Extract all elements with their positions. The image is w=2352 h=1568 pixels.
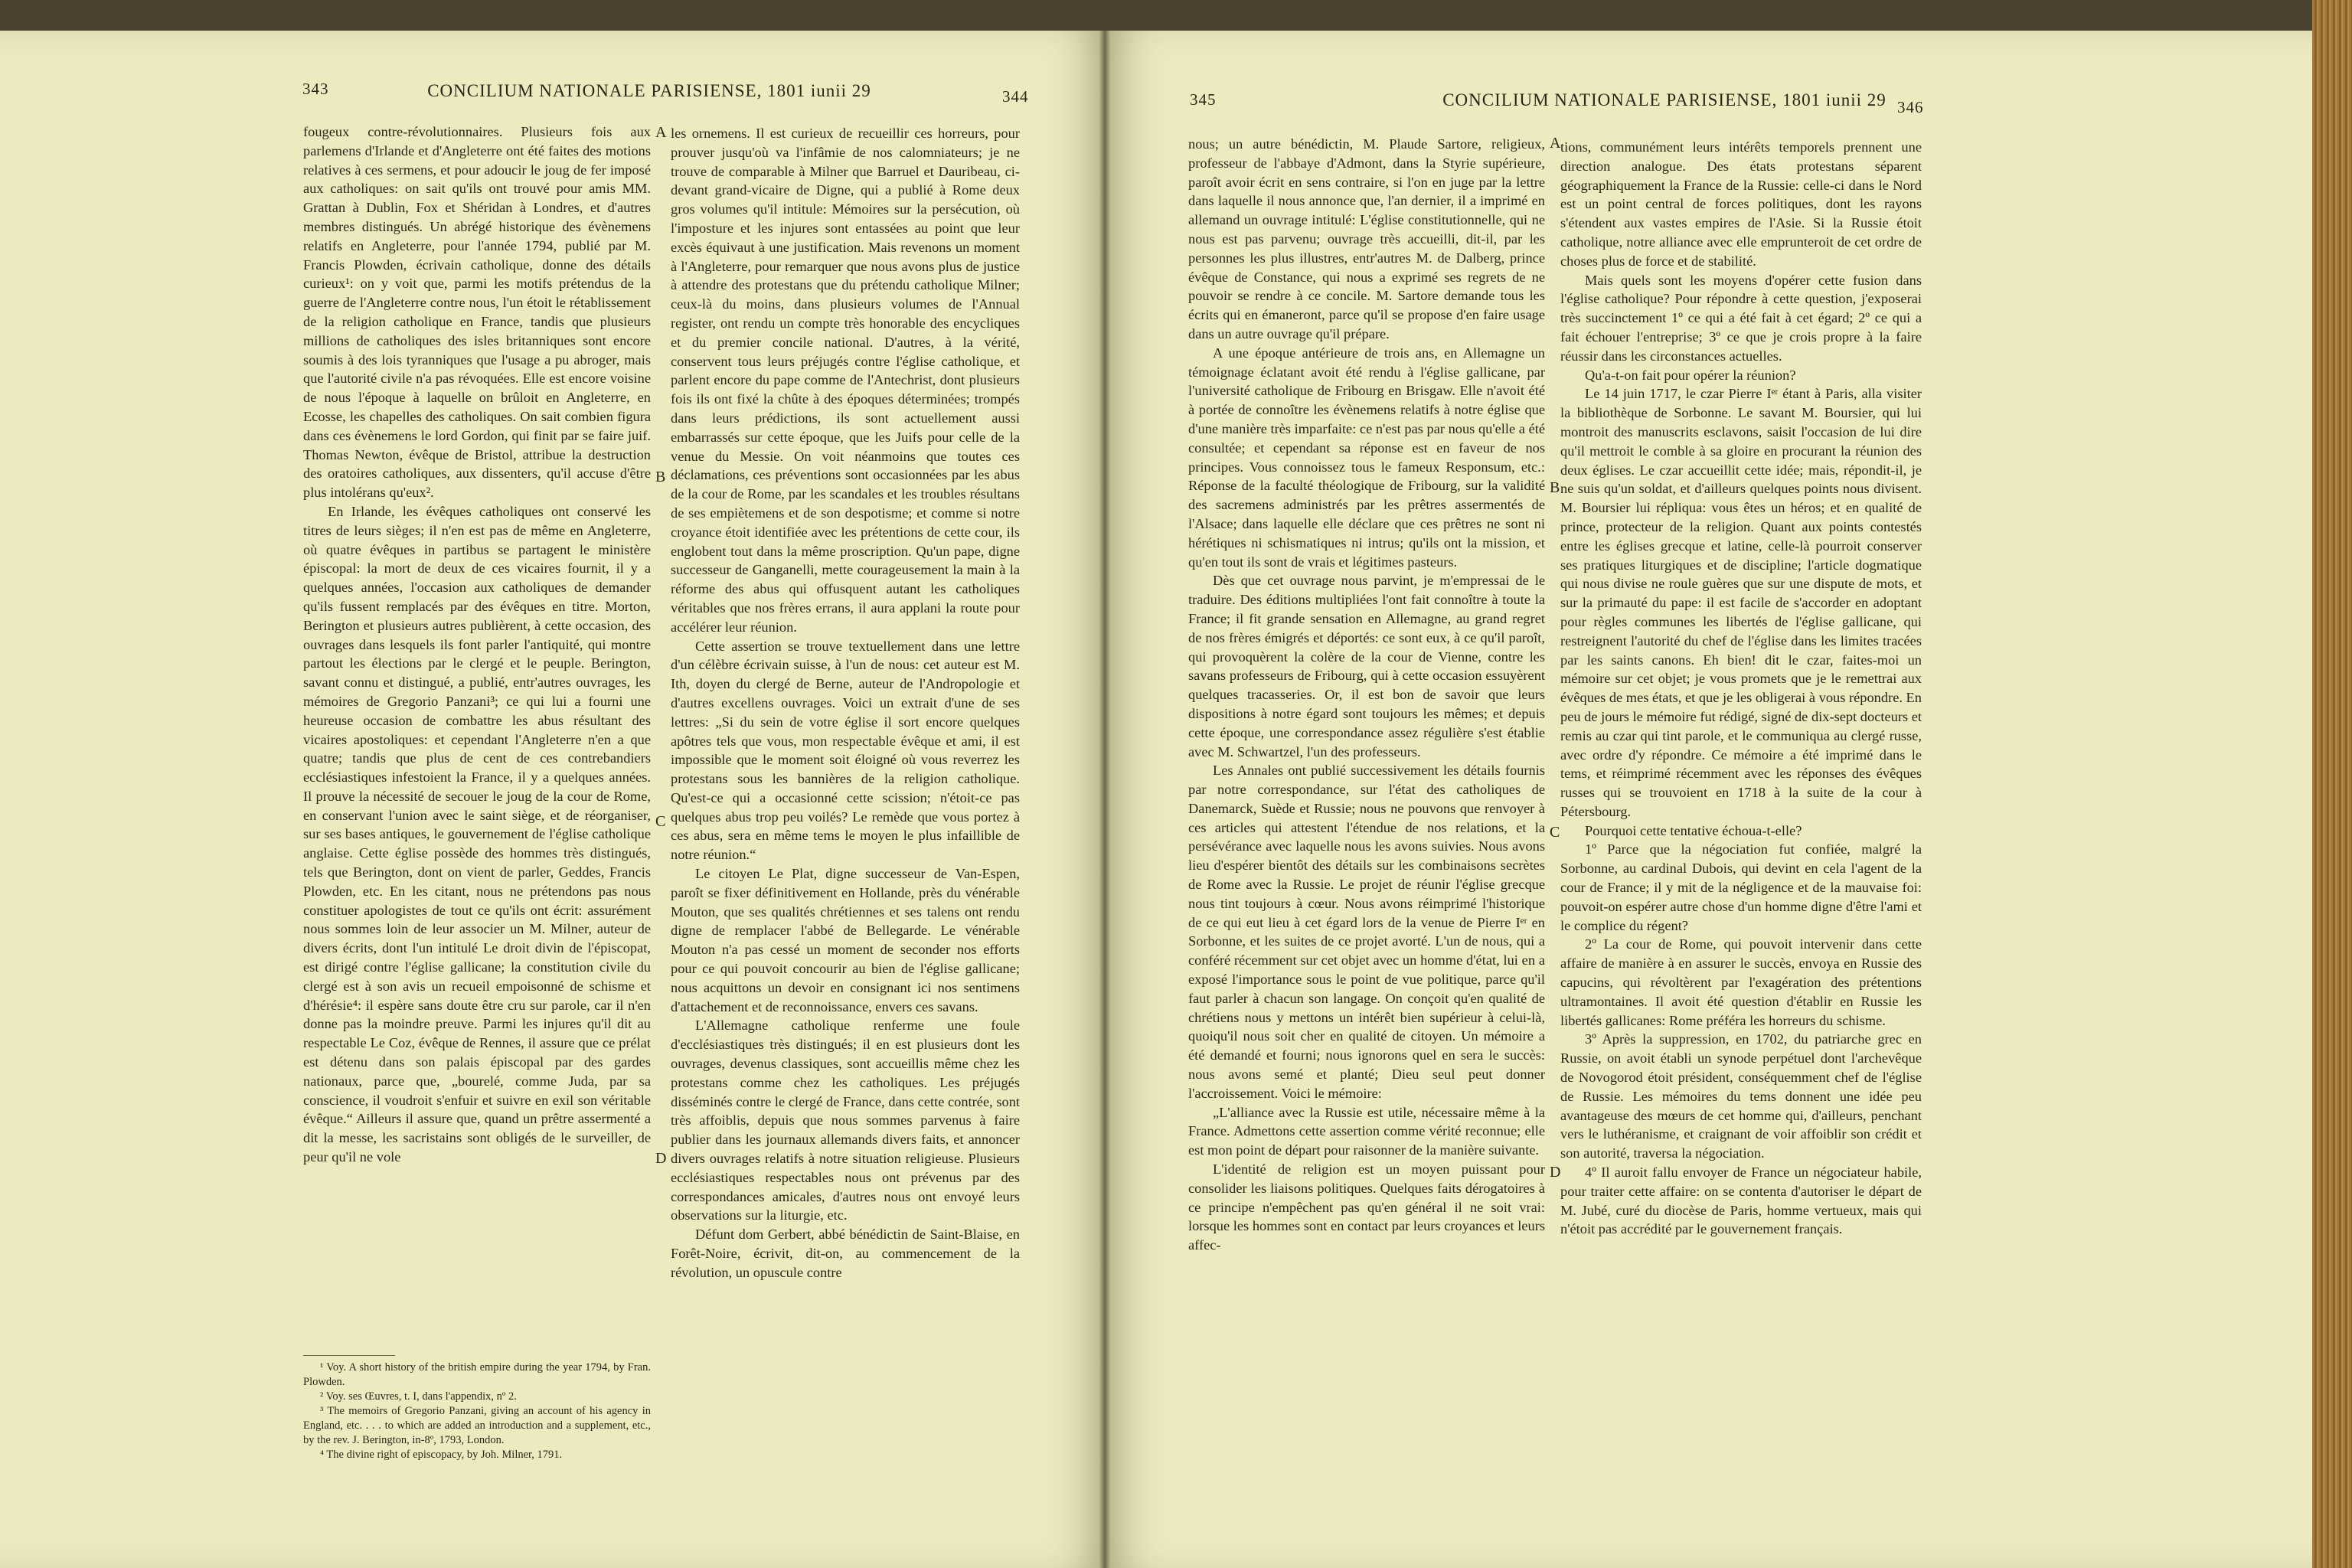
margin-letter-d-right: D: [1550, 1164, 1561, 1181]
footnotes-343: [303, 1355, 651, 1493]
book-gutter: [1099, 31, 1110, 1568]
paragraph: Le citoyen Le Plat, digne successeur de Van-Espen, paroît se fixer définitivement en Hollande, près du vénérable Mouton, que ses qualités chrétiennes et ses talens ont rendu digne de remplacer l'abbé de Bellegarde. Le vénérable Mouton n'a pas cessé un moment de seconder nos efforts pour ce qui pouvoit concourir au bien de l'église gallicane; nous acquittons un devoir en consignant ici nos sentimens d'attachement et de reconnoissance, envers ces savans.: [671, 866, 1020, 1014]
paragraph: Qu'a-t-on fait pour opérer la réunion?: [1585, 367, 1796, 383]
margin-letter-c-right: C: [1550, 824, 1560, 841]
paragraph: fougeux contre-révolutionnaires. Plusieurs fois aux parlemens d'Irlande et d'Angleterre ont été faites des motions relatives à ces sermens, et pour adoucir le joug de fer imposé aux catholiques: on sait qu'ils ont trouvé pour amis MM. Grattan à Dublin, Fox et Shéridan à Londres, et d'autres membres distingués. Un abrégé historique des évènemens relatifs en Angleterre, pour l'année 1794, publié par M. Francis Plowden, écrivain catholique, donne des détails curieux¹: on y voit que, parmi les motifs prétendus de la guerre de l'Angleterre contre nous, l'un étoit le rétablissement de la religion catholique en France, tandis que plusieurs millions de catholiques des isles britanniques sont encore soumis à des lois tyranniques que l'usage a pu abroger, mais que l'autorité civile n'a pas révoquées. Elle est encore voisine de nous l'époque à laquelle on brûloit en Angleterre, en Ecosse, les chapelles des catholiques. On sait combien figura dans ces évènemens le lord Gordon, qui finit par se faire juif. Thomas Newton, évêque de Bristol, attribue la destruction des oratoires catholiques, aux dissenters, qu'il accuse d'être plus intolérans qu'eux².: [303, 124, 651, 501]
margin-letter-b: B: [655, 469, 666, 485]
paragraph: A une époque antérieure de trois ans, en Allemagne un témoignage éclatant avoit été rendu à l'église gallicane, par l'université catholique de Fribourg en Brisgaw. Elle n'avoit été à portée de connoître les évènemens relatifs à notre église que d'une manière très imparfaite: ce n'est pas par nous qu'elle a été consultée; et cependant sa réponse est en faveur de nos principes. Vous connoissez tous le fameux Responsum, etc.: Réponse de la faculté théologique de Fribourg, sur la validité des sacremens administrés par les prêtres assermentés de l'Alsace; dans laquelle elle déclare que ces prêtres ne sont ni hérétiques ni schismatiques ni intrus; qu'ils ont la mission, et qu'en tout ils sont de vrais et légitimes pasteurs.: [1188, 345, 1545, 570]
margin-letter-c: C: [655, 813, 666, 830]
paragraph: les ornemens. Il est curieux de recueillir ces horreurs, pour prouver jusqu'où va l'infâmie de nos calomniateurs; je ne trouve de comparable à Milner que Barruel et Dauribeau, ci-devant grand-vicaire de Digne, qui a publié à Rome deux gros volumes qu'il intitule: Mémoires sur la persécution, où l'imposture et les injures sont entassées au point que leur excès équivaut à une justification. Mais revenons un moment à l'Angleterre, pour remarquer que nous avons plus de justice à attendre des protestans que du prétendu catholique Milner; ceux-là du moins, dans plusieurs volumes de l'Annual register, ont rendu un compte très honorable des encycliques et du premier concile national. D'autres, à la vérité, conservent tous leurs préjugés contre l'église catholique, et parlent encore du pape comme de l'Antechrist, dont plusieurs fois ils ont fixé la chûte à des époques déterminées; trompés dans leurs prédictions, ils sont actuellement aussi embarrassés sur cette époque, que les Juifs pour celle de la venue du Messie. On voit néanmoins que toutes ces déclamations, ces préventions sont occasionnées par les abus de la cour de Rome, par les scandales et les troubles résultans de ses empiètemens et de son despotisme; et comme si notre croyance étoit identifiée avec les prétentions de cette cour, ils englobent tout dans la même proscription. Qu'un pape, digne successeur de Ganganelli, mette courageusement la main à la réforme des abus qui offusquent autant les catholiques véritables que nos frères errans, il aura applani la route pour accélérer leur réunion.: [671, 126, 1020, 635]
footnote: ¹ Voy. A short history of the british empire during the year 1794, by Fran. Plowden.: [303, 1361, 651, 1388]
paragraph: Le 14 juin 1717, le czar Pierre Iᵉʳ étant à Paris, alla visiter la bibliothèque de Sorbonne. Le savant M. Boursier, qui lui montroit des manuscrits esclavons, saisit l'occasion de lui dire qu'il mettroit le comble à sa gloire en procurant la réunion des deux églises. Le czar accueillit cette idée; mais, répondit-il, je ne suis qu'un soldat, et d'ailleurs quelques points nous divisent. M. Boursier lui répliqua: vous êtes un héros; et en qualité de prince, protecteur de la religion. Quant aux points contestés entre les églises grecque et latine, celle-là pourroit conserver ses pratiques liturgiques et de discipline; l'article dogmatique qui nous divise ne roule guères que sur une dispute de mots, et sur la primauté du pape: il est facile de s'accorder en adoptant pour règles communes les libertés de l'église gallicane, qui restreignent l'autorité du chef de l'église dans les limites tracées par les saints canons. Eh bien! dit le czar, faites-moi un mémoire sur cet objet; je vous promets que je le remettrai aux évêques de mes états, et que je les obligerai à vous répondre. En peu de jours le mémoire fut rédigé, signé de dix-sept docteurs et remis au czar qui tint parole, et le communiqua au clergé russe, avec ordre d'y répondre. Ce mémoire a été imprimé dans le tems, et réimprimé récemment avec les réponses des évêques russes qui se trouvoient en 1718 à la suite de la cour à Pétersbourg.: [1560, 386, 1922, 819]
paragraph: nous; un autre bénédictin, M. Plaude Sartore, religieux, professeur de l'abbaye d'Admont, dans la Styrie supérieure, paroît avoir écrit en sens contraire, si l'on en juge par la lettre dans laquelle il nous annonce que, l'an dernier, il a imprimé en allemand un ouvrage intitulé: L'église constitutionnelle, qui ne nous est pas parvenu; ouvrage très accueilli, dit-il, par les personnes les plus illustres, entr'autres M. de Dalberg, prince évêque de Constance, qui nous a exprimé ses regrets de ne pouvoir se rendre à ce concile. M. Sartore demande tous les écrits qui en émaneront, parce qu'il se propose d'en faire usage dans un autre ouvrage qu'il prépare.: [1188, 136, 1545, 341]
paragraph: L'identité de religion est un moyen puissant pour consolider les liaisons politiques. Quelques faits dérogatoires à ce principe n'empêchent pas qu'en général il ne soit vrai: lorsque les hommes sont en contact par leurs croyances et leurs affec-: [1188, 1161, 1545, 1253]
margin-letter-a: A: [655, 124, 667, 141]
margin-letter-a-right: A: [1550, 135, 1561, 152]
footnote: ³ The memoirs of Gregorio Panzani, giving an account of his agency in England, etc. . . . to which are added an introduction and a supplement, etc., by the rev. J. Berington, in-8º, 1793, London.: [303, 1405, 651, 1446]
column-346: [1560, 138, 1922, 1513]
paragraph: Pourquoi cette tentative échoua-t-elle?: [1585, 822, 1802, 838]
paragraph: tions, communément leurs intérêts temporels prennent une direction analogue. Des états protestans séparent géographiquement la France de la Russie: celle-ci dans le Nord est un point central de forces politiques, dont les rayons s'étendent aux vastes empires de l'Asie. Si la Russie étoit catholique, notre alliance avec elle emprunteroit de cet ordre de choses plus de force et de stabilité.: [1560, 139, 1922, 269]
paragraph: 1º Parce que la négociation fut confiée, malgré la Sorbonne, au cardinal Dubois, qui devint en cela l'agent de la cour de France; il y mit de la négligence et de la mauvaise foi: pouvoit-on espérer autre chose d'un homme digne d'être l'ami et le complice du régent?: [1560, 841, 1922, 933]
paragraph: Cette assertion se trouve textuellement dans une lettre d'un célèbre écrivain suisse, à l'un de nous: cet auteur est M. Ith, doyen du clergé de Berne, auteur de l'Andropologie et d'autres excellens ouvrages. Voici un extrait d'une de ses lettres: „Si du sein de votre église il sort encore quelques apôtres tels que vous, mon respectable évêque et ami, il est impossible que le moment soit éloigné où vous reverrez les protestans sous les bannières de la religion catholique. Qu'est-ce qui a occasionné cette scission; n'étoit-ce pas quelques abus trop peu voilés? Le remède que vous portez à ces abus, sera en même tems le moyen le plus infaillible de notre réunion.“: [671, 638, 1020, 863]
paragraph: En Irlande, les évêques catholiques ont conservé les titres de leurs sièges; il n'en est pas de même en Angleterre, où quatre évêques in partibus se partagent le ministère épiscopal: la mort de deux de ces vicaires fournit, il y a quelques années, l'occasion aux catholiques de demander qu'ils fussent remplacés par des évêques en titre. Morton, Berington et plusieurs autres publièrent, à cette occasion, des ouvrages dans lesquels ils font parler l'antiquité, qui montre partout les élections par le clergé et le peuple. Berington, savant connu et distingué, a publié, entr'autres ouvrages, les mémoires de Gregorio Panzani³; ce qui lui a fourni une heureuse occasion de combattre les abus résultant des vicaires apostoliques: et cependant l'Angleterre n'en a que quatre; tandis que plus de cent de ces contrebandiers ecclésiastiques infestoient la France, il y a quelques années. Il prouve la nécessité de secouer le joug de la cour de Rome, en conservant l'union avec le saint siège, et de réorganiser, sur ses bases antiques, le gouvernement de l'église catholique anglaise. Cette église possède des hommes très distingués, tels que Berington, dont on vient de parler, Geddes, Francis Plowden, etc. En les citant, nous ne prétendons pas nous constituer apologistes de tout ce qu'ils ont écrit: assurément nous sommes loin de leur associer un M. Milner, auteur de divers écrits, dont l'un intitulé Le droit divin de l'épiscopat, est dirigé contre l'église gallicane; la constitution civile du clergé est à son avis un recueil empoisonné de schisme et d'hérésie⁴: il espère sans doute être cru sur parole, car il n'en donne pas la moindre preuve. Parmi les injures qu'il dit au respectable Le Coz, évêque de Rennes, il assure que ce prélat est détenu dans son palais épiscopal par des gardes nationaux, parce que, „bourelé, comme Juda, par sa conscience, il voudroit s'enfuir et suivre en exil son véritable évêque.“ Ailleurs il assure que, quand un prêtre assermenté a dit la messe, les sacristains sont obligés de le surveiller, de peur qu'il ne vole: [303, 503, 651, 1165]
column-343: [303, 122, 651, 1340]
footnote: ⁴ The divine right of episcopacy, by Joh. Milner, 1791.: [320, 1449, 563, 1461]
paragraph: Les Annales ont publié successivement les détails fournis par notre correspondance, sur l'état des catholiques de Danemarck, Suède et Russie; nous ne pouvons que renvoyer à ces articles qui attestent l'étendue de nos relations, et la persévérance avec laquelle nous les avons suivies. Nous avons lieu d'espérer bientôt des détails sur les combinaisons secrètes de Rome avec la Russie. Le projet de réunir l'église grecque nous tint toujours à cœur. Nous avons réimprimé l'historique de ce qui eut lieu à cet égard lors de la venue de Pierre Iᵉʳ en Sorbonne, et les suites de ce projet avorté. L'un de nous, qui a conféré récemment sur cet objet avec un homme d'état, lui en a exposé l'importance sous le point de vue politique, parce qu'il faut parler à chacun son langage. On conçoit qu'en qualité de chrétiens nous y mettons un intérêt bien supérieur à celui-là, quoiqu'il nous soit cher en qualité de citoyen. Un mémoire a été demandé et fourni; nous ignorons quel en sera le succès: nous avons semé et planté; Dieu seul peut donner l'accroissement. Voici le mémoire:: [1188, 763, 1545, 1101]
paragraph: 4º Il auroit fallu envoyer de France un négociateur habile, pour traiter cette affaire: on se contenta d'autoriser le départ de M. Jubé, curé du diocèse de Paris, homme vertueux, mais qui n'étoit pas accrédité par le gouvernement français.: [1560, 1165, 1922, 1237]
paragraph: Dès que cet ouvrage nous parvint, je m'empressai de le traduire. Des éditions multipliées l'ont fait connoître à toute la France; il fit grande sensation en Allemagne, au grand regret de nos frères émigrés et déportés: ce sont eux, à ce qu'il paroît, qui provoquèrent la colère de la cour de Vienne, contre les savans professeurs de Fribourg, qui à cette occasion essuyèrent quelques tracasseries. Or, il est bon de savoir que leurs dispositions à notre égard sont toujours les mêmes; et depuis cette époque, une correspondance assez régulière s'est établie avec M. Schwartzel, l'un des professeurs.: [1188, 573, 1545, 760]
running-title-left: CONCILIUM NATIONALE PARISIENSE, 1801 iunii 29: [427, 81, 871, 100]
page-number-343: 343: [302, 80, 329, 98]
page-edges: [2312, 0, 2352, 1568]
paragraph: L'Allemagne catholique renferme une foule d'ecclésiastiques très distingués; il en est plusieurs dont les ouvrages, devenus classiques, sont accueillis même chez les protestans comme chez les catholiques. Les préjugés disséminés contre le clergé de France, dans cette contrée, sont très affoiblis, depuis que nous sommes parvenus à faire publier dans les journaux allemands divers faits, et annoncer divers ouvrages relatifs à notre situation religieuse. Plusieurs ecclésiastiques respectables nous ont prévenus par des correspondances amicales, d'autres nous ont envoyé leurs observations sur la liturgie, etc.: [671, 1018, 1020, 1223]
page-number-344: 344: [1002, 87, 1029, 106]
footnote: ² Voy. ses Œuvres, t. I, dans l'appendix, nº 2.: [320, 1390, 517, 1403]
running-title-right: CONCILIUM NATIONALE PARISIENSE, 1801 iunii 29: [1442, 90, 1886, 109]
margin-letter-b-right: B: [1550, 479, 1560, 496]
paragraph: „L'alliance avec la Russie est utile, nécessaire même à la France. Admettons cette assertion comme vérité reconnue; elle est mon point de départ pour raisonner de la manière suivante.: [1188, 1104, 1545, 1158]
footnote-rule: [303, 1355, 395, 1356]
page-number-346: 346: [1897, 98, 1924, 116]
paragraph: Mais quels sont les moyens d'opérer cette fusion dans l'église catholique? Pour répondre à cette question, j'exposerai très succinctement 1º ce qui a été fait à cet égard; 2º ce qui a fait échouer l'entreprise; 3º ce que je crois propre à la faire réussir dans les circonstances actuelles.: [1560, 272, 1922, 364]
column-345: [1188, 135, 1545, 1510]
paragraph: 2º La cour de Rome, qui pouvoit intervenir dans cette affaire de manière à en assurer le succès, envoya en Russie des capucins, qui révoltèrent par l'exagération des prétentions ultramontaines. Il avoit été question d'établir en Russie les libertés gallicanes: Rome préféra les horreurs du schisme.: [1560, 936, 1922, 1028]
paragraph: 3º Après la suppression, en 1702, du patriarche grec en Russie, on avoit établi un synode perpétuel dont l'archevêque de Novogorod étoit président, conséquemment chef de l'église de Russie. Les mémoires du tems donnent une idée peu avantageuse des mœurs de cet homme qui, d'ailleurs, penchant vers le luthéranisme, et craignant de voir affoiblir son crédit et son autorité, traversa la négociation.: [1560, 1031, 1922, 1161]
margin-letter-d: D: [655, 1150, 667, 1167]
page-number-345: 345: [1190, 90, 1217, 109]
paragraph: Défunt dom Gerbert, abbé bénédictin de Saint-Blaise, en Forêt-Noire, écrivit, dit-on, au commencement de la révolution, un opuscule contre: [671, 1227, 1020, 1280]
column-344: [671, 124, 1020, 1498]
